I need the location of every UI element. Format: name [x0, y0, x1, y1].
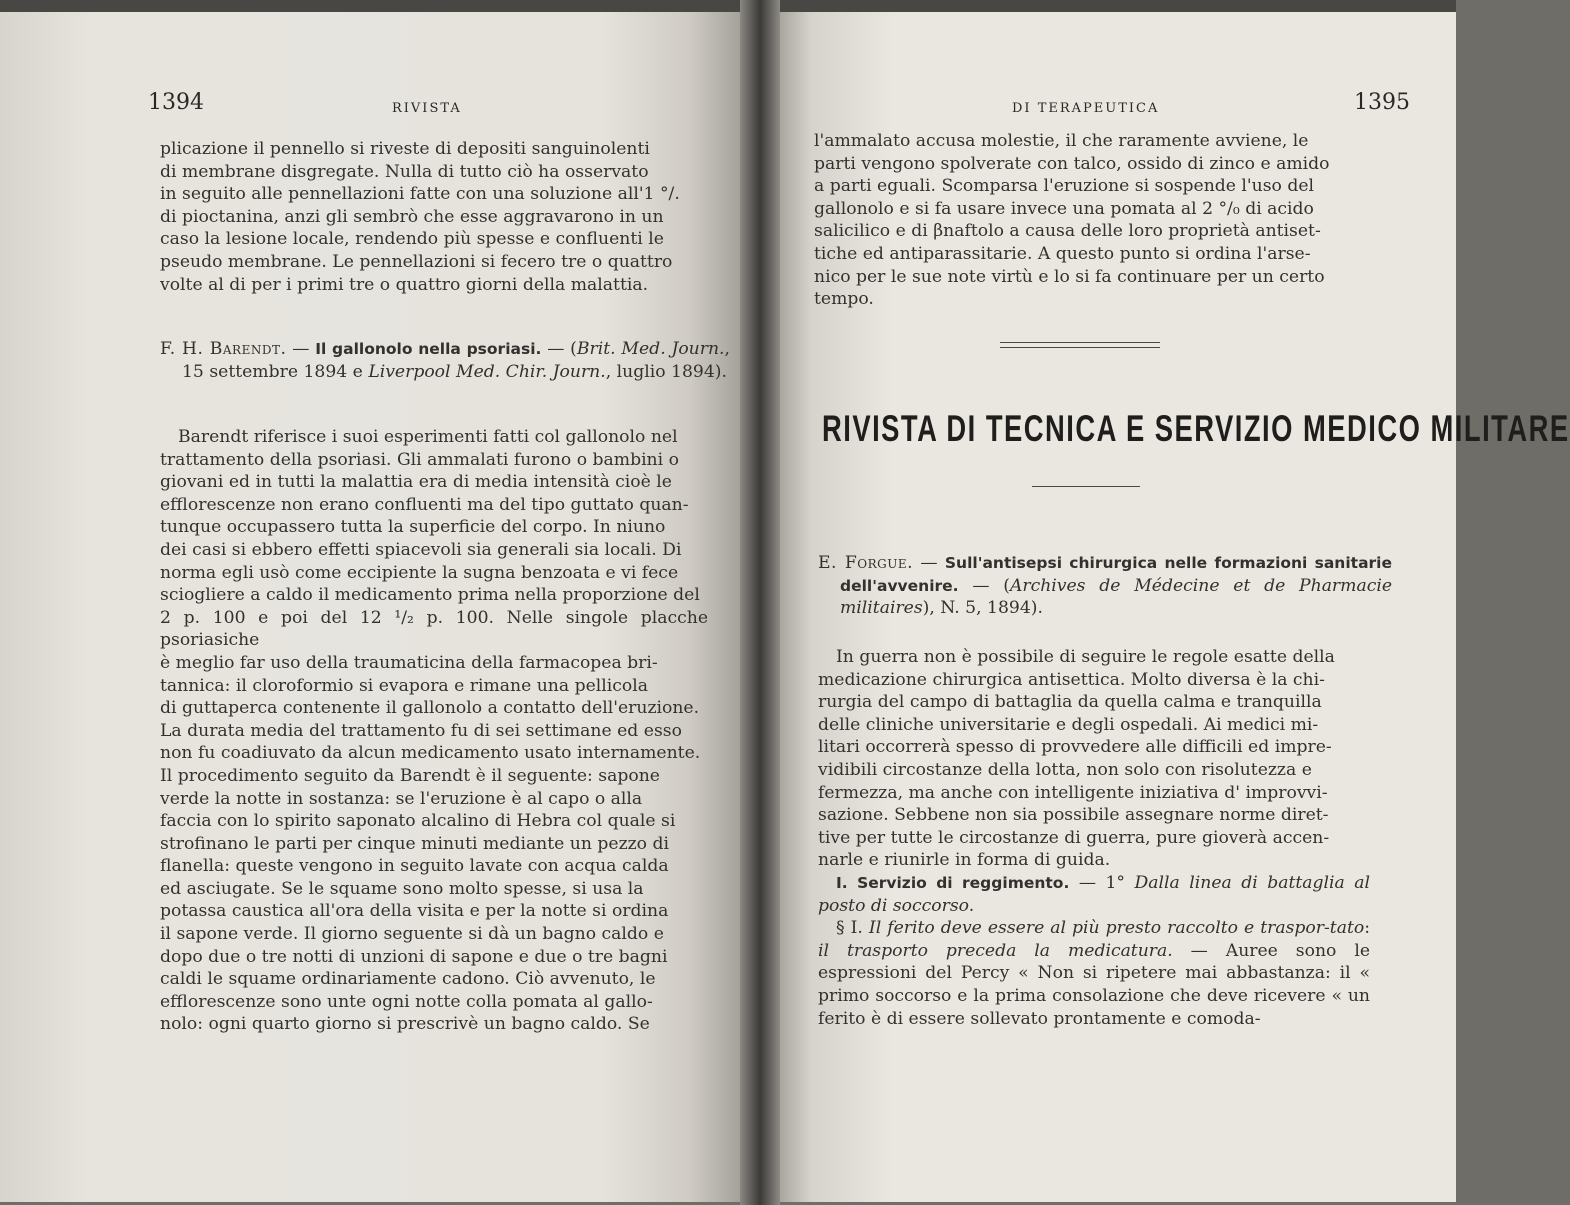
text-line: litari occorrerà spesso di provvedere alle difficili ed impre- [818, 737, 1332, 758]
text-line: trattamento della psoriasi. Gli ammalati furono o bambini o [160, 449, 679, 470]
right-page [770, 12, 1570, 1202]
text-line: verde la notte in sostanza: se l'eruzione è al capo o alla [160, 788, 643, 809]
text-line: narle e riunirle in forma di guida. [818, 850, 1111, 871]
article-title: Il gallonolo nella psoriasi. [315, 340, 542, 358]
text-line: efflorescenze sono unte ogni notte colla pomata al gallo- [160, 991, 653, 1012]
text-line: vidibili circostanze della lotta, non solo con risolutezza e [818, 759, 1312, 780]
right-page-number: 1395 [1354, 90, 1410, 115]
section-title: RIVISTA DI TECNICA E SERVIZIO MEDICO MILITARE [822, 408, 1570, 449]
left-continuation-text [160, 138, 708, 296]
paragraph: § I. Il ferito deve essere al più presto raccolto e traspor-tato: il trasporto preceda la medicatura. — Auree sono le espressioni del Percy « Non si ripetere mai abbastanza: il « primo soccorso e la prima consolazione che deve ricevere « un ferito è di essere sollevato prontamente e comoda- [818, 918, 1370, 1029]
left-article-body [160, 426, 708, 1036]
text-line: strofinano le parti per cinque minuti mediante un pezzo di [160, 833, 669, 854]
text-line: giovani ed in tutti la malattia era di media intensità cioè le [160, 472, 672, 493]
text-line: faccia con lo spirito saponato alcalino di Hebra col quale si [160, 811, 676, 832]
left-page-number: 1394 [148, 90, 204, 115]
right-running-head: DI TERAPEUTICA [1012, 101, 1160, 116]
text-line: tempo. [814, 289, 874, 310]
text-line: di pioctanina, anzi gli sembrò che esse aggravarono in un [160, 206, 664, 227]
text-line: nolo: ogni quarto giorno si prescrivè un bagno caldo. Se [160, 1014, 650, 1035]
text-line: medicazione chirurgica antisettica. Molto diversa è la chi- [818, 669, 1325, 690]
subsection-title: Dalla linea di battaglia al posto di soccorso. [818, 872, 1370, 916]
article-journal: Archives de Médecine et de Pharmacie militaires [840, 575, 1392, 619]
text-line: norma egli usò come eccipiente la sugna benzoata e vi fece [160, 562, 679, 583]
left-running-head: RIVISTA [392, 101, 462, 116]
text-line: a parti eguali. Scomparsa l'eruzione si sospende l'uso del [814, 176, 1315, 197]
text-line: Il procedimento seguito da Barendt è il seguente: sapone [160, 765, 660, 786]
article-author: F. H. Barendt. [160, 339, 287, 359]
text-line: pseudo membrane. Le pennellazioni si fecero tre o quattro [160, 251, 673, 272]
subsection-label: I. Servizio di reggimento. [836, 873, 1070, 892]
text-line: l'ammalato accusa molestie, il che raramente avviene, le [814, 131, 1309, 151]
text-line: tunque occupassero tutta la superficie del corpo. In niuno [160, 517, 666, 538]
text-line: non fu coadiuvato da alcun medicamento usato internamente. [160, 743, 701, 764]
text-line: ed asciugate. Se le squame sono molto spesse, si usa la [160, 878, 644, 899]
text-line: volte al di per i primi tre o quattro giorni della malattia. [160, 274, 649, 295]
title-underline [1032, 486, 1140, 487]
text-line: è meglio far uso della traumaticina della farmacopea bri- [160, 652, 658, 673]
text-line: efflorescenze non erano confluenti ma del tipo guttato quan- [160, 494, 689, 515]
text-line: gallonolo e si fa usare invece una pomata al 2 °/₀ di acido [814, 198, 1314, 219]
text-line: flanella: queste vengono in seguito lavate con acqua calda [160, 856, 669, 877]
text-line: in seguito alle pennellazioni fatte con una soluzione all'1 °/. [160, 184, 680, 205]
text-line: tive per tutte le circostanze di guerra, pure gioverà accen- [818, 827, 1330, 848]
text-line: sciogliere a caldo il medicamento prima nella proporzione del [160, 585, 700, 606]
text-line: caldi le squame ordinariamente cadono. Ciò avvenuto, le [160, 969, 656, 990]
text-line: potassa caustica all'ora della visita e per la notte si ordina [160, 901, 669, 922]
text-line: Barendt riferisce i suoi esperimenti fatti col gallonolo nel [178, 427, 678, 447]
left-page [0, 12, 750, 1202]
article-title: Sull'antisepsi chirurgica nelle formazioni sanitarie dell'avvenire. [840, 554, 1392, 595]
text-line: delle cliniche universitarie e degli ospedali. Ai medici mi- [818, 714, 1319, 735]
text-line: nico per le sue note virtù e lo si fa continuare per un certo [814, 266, 1325, 287]
text-line: sazione. Sebbene non sia possibile assegnare norme diret- [818, 805, 1329, 826]
section-divider [1000, 342, 1160, 348]
text-line: La durata media del trattamento fu di sei settimane ed esso [160, 720, 682, 741]
text-line: 2 p. 100 e poi del 12 ¹/₂ p. 100. Nelle singole placche psoriasiche [160, 607, 708, 651]
text-line: di membrane disgregate. Nulla di tutto ciò ha osservato [160, 161, 649, 182]
text-line: dei casi si ebbero effetti spiacevoli sia generali sia locali. Di [160, 539, 682, 560]
text-line: dopo due o tre notti di unzioni di sapone e due o tre bagni [160, 946, 668, 967]
right-article-body [818, 646, 1370, 1030]
text-line: rurgia del campo di battaglia da quella calma e tranquilla [818, 692, 1322, 713]
text-line: salicilico e di βnaftolo a causa delle loro proprietà antiset- [814, 221, 1321, 242]
text-line: di guttaperca contenente il gallonolo a contatto dell'eruzione. [160, 698, 700, 719]
text-line: plicazione il pennello si riveste di depositi sanguinolenti [160, 139, 650, 159]
article-journal: Liverpool Med. Chir. Journ. [368, 361, 606, 382]
right-continuation-text [814, 130, 1368, 311]
text-line: In guerra non è possibile di seguire le regole esatte della [836, 647, 1335, 667]
article-journal: Brit. Med. Journ. [576, 339, 725, 359]
text-line: tiche ed antiparassitarie. A questo punto si ordina l'arse- [814, 243, 1311, 264]
book-gutter [740, 0, 780, 1205]
right-article-heading: E. Forgue. — Sull'antisepsi chirurgica nelle formazioni sanitarie dell'avvenire. — (Archives de Médecine et de Pharmacie militaires), N. 5, 1894). [818, 553, 1392, 619]
article-author: E. Forgue. [818, 553, 914, 573]
left-article-heading: F. H. Barendt. — Il gallonolo nella psoriasi. — (Brit. Med. Journ., 15 settembre 1894 e Liverpool Med. Chir. Journ., luglio 1894). [160, 339, 730, 382]
text-line: fermezza, ma anche con intelligente iniziativa d' improvvi- [818, 782, 1328, 803]
text-line: caso la lesione locale, rendendo più spesse e confluenti le [160, 229, 664, 250]
text-line: il sapone verde. Il giorno seguente si dà un bagno caldo e [160, 924, 664, 945]
text-line: tannica: il cloroformio si evapora e rimane una pellicola [160, 675, 648, 696]
text-line: parti vengono spolverate con talco, ossido di zinco e amido [814, 153, 1330, 174]
subsection-heading: I. Servizio di reggimento. — 1° Dalla linea di battaglia al posto di soccorso. [818, 872, 1370, 916]
